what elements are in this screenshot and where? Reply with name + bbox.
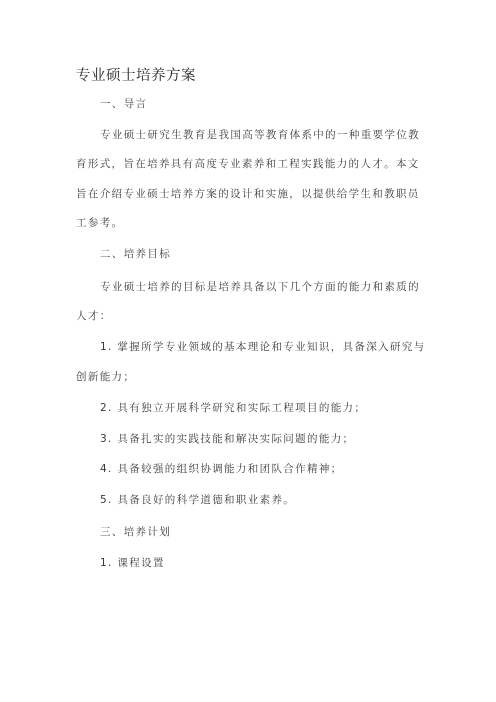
list-item: 3. 具备扎实的实践技能和解决实际问题的能力； (100, 433, 355, 445)
list-item-continuation: 创新能力； (76, 371, 136, 383)
paragraph-line: 工参考。 (76, 217, 124, 229)
list-item: 5. 具备良好的科学道德和职业素养。 (100, 494, 296, 506)
document-title: 专业硕士培养方案 (76, 68, 196, 84)
paragraph-line: 专业硕士培养的目标是培养具备以下几个方面的能力和素质的 (100, 281, 420, 293)
paragraph-line: 育形式，旨在培养具有高度专业素养和工程实践能力的人才。本文 (76, 158, 420, 170)
paragraph-line: 人才： (76, 310, 112, 322)
paragraph-line: 旨在介绍专业硕士培养方案的设计和实施，以提供给学生和教职员 (76, 188, 420, 200)
section-heading-plan: 三、培养计划 (100, 526, 172, 538)
list-item: 1. 掌握所学专业领域的基本理论和专业知识，具备深入研究与 (100, 341, 426, 353)
subsection-heading: 1. 课程设置 (100, 557, 165, 569)
list-item: 4. 具备较强的组织协调能力和团队合作精神； (100, 463, 343, 475)
list-item: 2. 具有独立开展科学研究和实际工程项目的能力； (100, 402, 367, 414)
section-heading-intro: 一、导言 (100, 98, 148, 110)
paragraph-line: 专业硕士研究生教育是我国高等教育体系中的一种重要学位教 (100, 129, 420, 141)
section-heading-goals: 二、培养目标 (100, 248, 172, 260)
